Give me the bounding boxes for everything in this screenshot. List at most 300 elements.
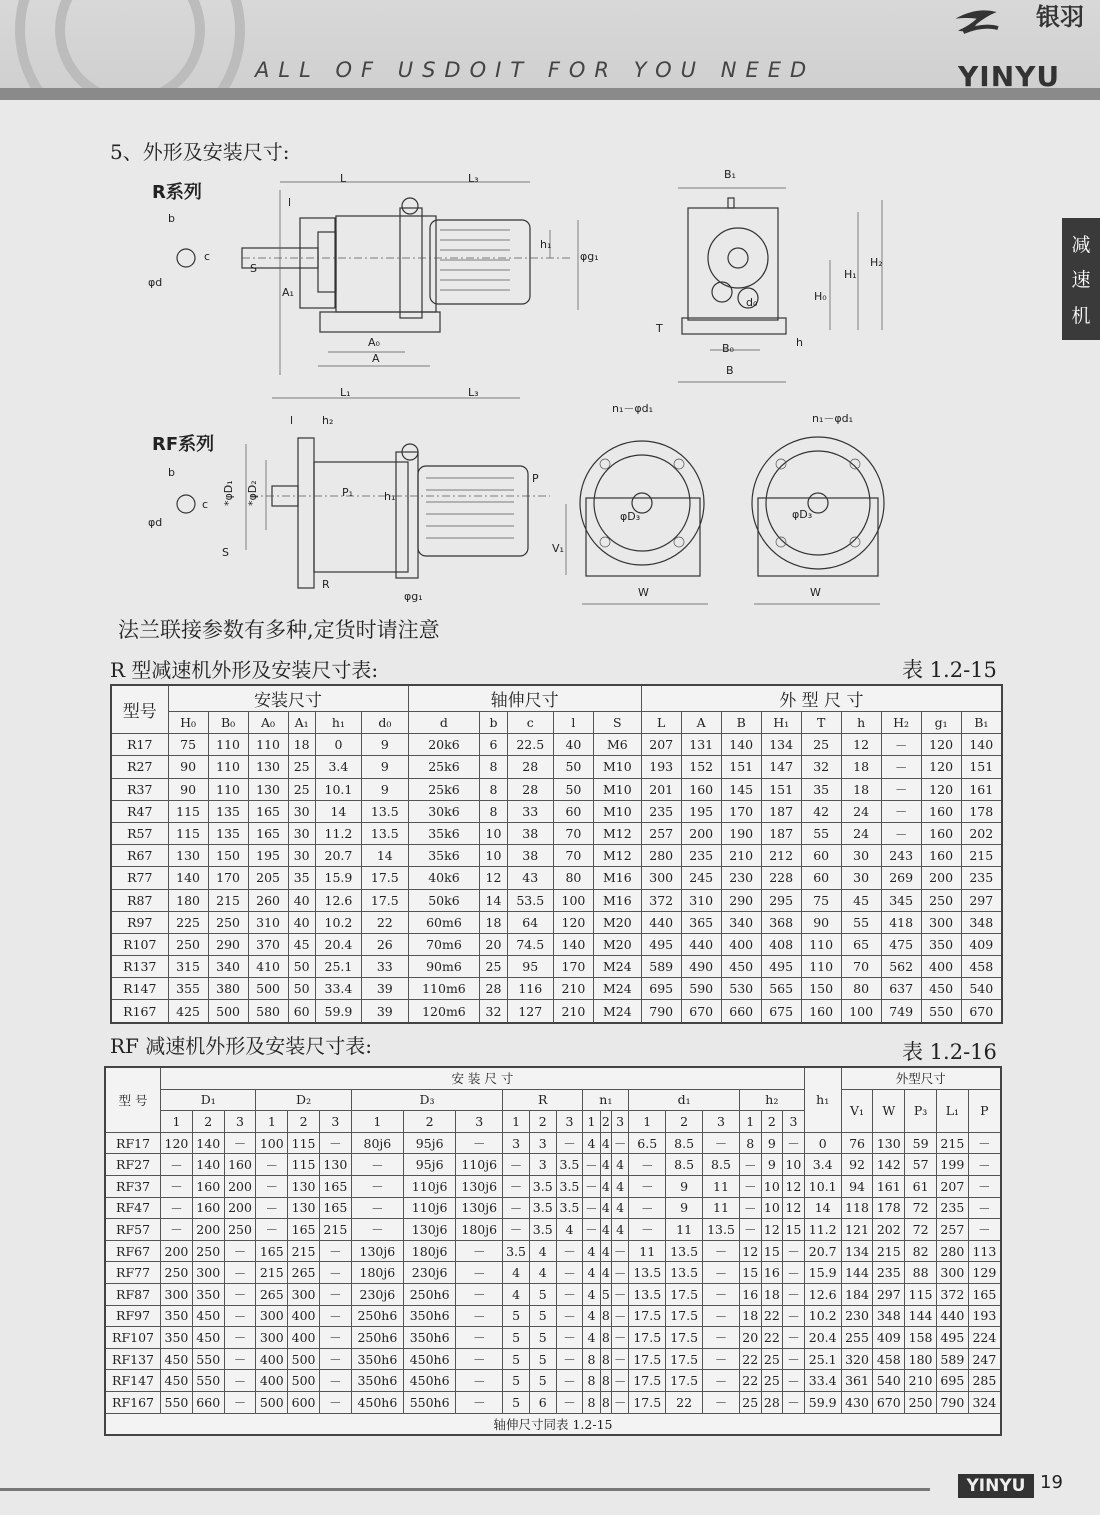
table-cell: 4 xyxy=(556,1219,583,1241)
table-cell: 350 xyxy=(161,1305,193,1327)
table-cell: 17.5 xyxy=(629,1391,666,1413)
dim-label: P₁ xyxy=(342,486,354,499)
r-side-labels xyxy=(148,172,599,365)
table-cell: 11 xyxy=(703,1175,740,1197)
table-cell: 3.5 xyxy=(529,1175,556,1197)
sub-num-header: 3 xyxy=(612,1111,629,1133)
table-cell: － xyxy=(224,1348,256,1370)
table-cell: 3.5 xyxy=(503,1240,530,1262)
table-cell: 15 xyxy=(761,1240,783,1262)
table-cell: 144 xyxy=(841,1262,873,1284)
table-cell: 10.2 xyxy=(315,911,361,933)
table-cell: － xyxy=(783,1370,805,1392)
table-cell: － xyxy=(612,1283,629,1305)
table-cell: 110j6 xyxy=(404,1175,456,1197)
table-cell: 38 xyxy=(507,845,553,867)
table-cell: － xyxy=(783,1348,805,1370)
table-cell: 430 xyxy=(841,1391,873,1413)
table-cell: － xyxy=(968,1154,1001,1176)
sub-num-header: 1 xyxy=(351,1111,403,1133)
table-cell: 310 xyxy=(248,911,288,933)
table-cell: 350 xyxy=(921,933,961,955)
table-cell: 0 xyxy=(804,1132,841,1154)
table-cell: 15.9 xyxy=(804,1262,841,1284)
table-cell: 160 xyxy=(921,822,961,844)
table-cell: 88 xyxy=(905,1262,937,1284)
table-cell: 170 xyxy=(721,800,761,822)
rf-side-labels xyxy=(148,386,539,603)
table-cell: － xyxy=(739,1197,761,1219)
table-cell: 8 xyxy=(583,1391,600,1413)
r-end-labels xyxy=(655,168,883,377)
table-cell: 25 xyxy=(761,1348,783,1370)
table-cell: 3.4 xyxy=(804,1154,841,1176)
table-cell: － xyxy=(224,1132,256,1154)
table-cell: 13.5 xyxy=(666,1262,703,1284)
table-cell: － xyxy=(583,1219,600,1241)
table-cell: 24 xyxy=(841,822,881,844)
table-cell: 180 xyxy=(905,1348,937,1370)
table-cell: － xyxy=(224,1283,256,1305)
dim-label: φD₃ xyxy=(792,508,813,521)
table-cell: 5 xyxy=(503,1305,530,1327)
model-cell: R137 xyxy=(111,956,168,978)
table-cell: － xyxy=(556,1240,583,1262)
dim-label: H₁ xyxy=(844,268,857,281)
table-cell: 160 xyxy=(801,1000,841,1023)
table-cell: 20.4 xyxy=(315,933,361,955)
table-cell: 8 xyxy=(600,1305,611,1327)
table-cell: 180j6 xyxy=(456,1219,503,1241)
table-cell: 12 xyxy=(480,867,507,889)
table-cell: 637 xyxy=(881,978,921,1000)
column-header: B₁ xyxy=(961,712,1002,734)
table-cell: － xyxy=(968,1175,1001,1197)
table-cell: 12.6 xyxy=(315,889,361,911)
table-row xyxy=(105,1219,1001,1241)
table-cell: 4 xyxy=(600,1132,611,1154)
table-cell: 25 xyxy=(761,1370,783,1392)
column-header: V₁ xyxy=(841,1089,873,1132)
table-cell: － xyxy=(583,1175,600,1197)
table-cell: 250 xyxy=(921,889,961,911)
table-row xyxy=(105,1370,1001,1392)
column-header: S xyxy=(593,712,641,734)
table-cell: 6 xyxy=(529,1391,556,1413)
column-header: b xyxy=(480,712,507,734)
r-series-label: R系列 xyxy=(152,182,202,203)
table-cell: M20 xyxy=(593,933,641,955)
table-cell: 20 xyxy=(739,1327,761,1349)
table-cell: 25 xyxy=(480,956,507,978)
table-cell: M20 xyxy=(593,911,641,933)
dim-label: P xyxy=(532,472,539,485)
table-cell: 200 xyxy=(161,1240,193,1262)
table-cell: 5 xyxy=(529,1305,556,1327)
table-cell: 13.5 xyxy=(629,1262,666,1284)
table-row xyxy=(105,1391,1001,1413)
table-cell: 5 xyxy=(503,1391,530,1413)
table-cell: － xyxy=(968,1132,1001,1154)
table-row xyxy=(111,978,1002,1000)
table-cell: 4 xyxy=(612,1197,629,1219)
table-cell: 61 xyxy=(905,1175,937,1197)
model-cell: R67 xyxy=(111,845,168,867)
table-cell: 5 xyxy=(529,1348,556,1370)
table-cell: 247 xyxy=(968,1348,1001,1370)
table-cell: － xyxy=(612,1348,629,1370)
table-cell: 215 xyxy=(936,1132,968,1154)
table-cell: － xyxy=(456,1283,503,1305)
dim-label: W xyxy=(638,586,649,599)
table-cell: － xyxy=(456,1327,503,1349)
table-cell: 12 xyxy=(783,1175,805,1197)
table-cell: 450 xyxy=(161,1370,193,1392)
column-header: L₁ xyxy=(936,1089,968,1132)
dim-label: V₁ xyxy=(552,542,564,555)
table-cell: 8 xyxy=(583,1370,600,1392)
table-cell: 257 xyxy=(936,1219,968,1241)
column-header: P₃ xyxy=(905,1089,937,1132)
table-cell: 140 xyxy=(721,734,761,756)
table-sub-headers xyxy=(105,1089,1001,1111)
table-row xyxy=(105,1283,1001,1305)
column-header: c xyxy=(507,712,553,734)
sub-group-header: R xyxy=(503,1089,583,1111)
table-body xyxy=(111,734,1002,1023)
table-cell: 200 xyxy=(224,1197,256,1219)
table-cell: 450 xyxy=(921,978,961,1000)
table-cell: 300 xyxy=(288,1283,320,1305)
table-cell: － xyxy=(783,1240,805,1262)
sub-num-header: 1 xyxy=(256,1111,288,1133)
table-cell: 5 xyxy=(503,1348,530,1370)
table-cell: M16 xyxy=(593,867,641,889)
table-cell: 4 xyxy=(600,1219,611,1241)
table-cell: 340 xyxy=(721,911,761,933)
table-cell: 165 xyxy=(248,800,288,822)
table-cell: 300 xyxy=(256,1305,288,1327)
table-cell: 17.5 xyxy=(666,1370,703,1392)
table-cell: 300 xyxy=(641,867,681,889)
table-cell: － xyxy=(319,1391,351,1413)
table-cell: 350h6 xyxy=(404,1305,456,1327)
table-cell: 495 xyxy=(936,1327,968,1349)
table-cell: 9 xyxy=(761,1154,783,1176)
table-cell: － xyxy=(351,1197,403,1219)
table-cell: 458 xyxy=(873,1348,905,1370)
table-cell: 22 xyxy=(362,911,408,933)
table-cell: 10 xyxy=(480,845,507,867)
dim-label: φd xyxy=(148,516,163,529)
side-category-tab[interactable] xyxy=(1062,218,1100,340)
table-cell: 144 xyxy=(905,1305,937,1327)
column-header: A xyxy=(681,712,721,734)
table-cell: － xyxy=(319,1132,351,1154)
table-cell: 50k6 xyxy=(408,889,480,911)
table-row xyxy=(111,867,1002,889)
table-cell: 355 xyxy=(168,978,208,1000)
table-cell: － xyxy=(881,800,921,822)
table-cell: － xyxy=(224,1305,256,1327)
table-cell: 550 xyxy=(192,1348,224,1370)
column-header: d xyxy=(408,712,480,734)
table-cell: 440 xyxy=(936,1305,968,1327)
dim-label: L₃ xyxy=(468,386,479,399)
table-cell: － xyxy=(612,1240,629,1262)
table-cell: 115 xyxy=(168,800,208,822)
table-cell: 350h6 xyxy=(351,1370,403,1392)
table-cell: 142 xyxy=(873,1154,905,1176)
table-cell: 4 xyxy=(503,1283,530,1305)
table-cell: 110 xyxy=(208,756,248,778)
table-cell: 5 xyxy=(600,1283,611,1305)
table-cell: － xyxy=(319,1305,351,1327)
table-cell: 20.7 xyxy=(804,1240,841,1262)
brand-name-cn: 银羽 xyxy=(1036,3,1084,31)
table-cell: 59 xyxy=(905,1132,937,1154)
sub-group-header: h₂ xyxy=(739,1089,804,1111)
table-cell: 9 xyxy=(666,1197,703,1219)
table-cell: 16 xyxy=(739,1283,761,1305)
table-cell: 4 xyxy=(583,1283,600,1305)
table-cell: 17.5 xyxy=(629,1370,666,1392)
table-cell: － xyxy=(503,1197,530,1219)
table-cell: 17.5 xyxy=(362,867,408,889)
gear-watermark xyxy=(0,0,300,100)
table-cell: 368 xyxy=(761,911,801,933)
model-cell: R47 xyxy=(111,800,168,822)
table-cell: 425 xyxy=(168,1000,208,1023)
table-cell: － xyxy=(456,1348,503,1370)
table-cell: 22 xyxy=(761,1305,783,1327)
table-cell: M6 xyxy=(593,734,641,756)
table-cell: 110j6 xyxy=(404,1197,456,1219)
sub-num-header: 3 xyxy=(224,1111,256,1133)
table-cell: 40 xyxy=(288,889,315,911)
table-cell: 500 xyxy=(288,1370,320,1392)
table-cell: 118 xyxy=(841,1197,873,1219)
table-cell: 13.5 xyxy=(703,1219,740,1241)
table-cell: － xyxy=(503,1219,530,1241)
table-cell: 348 xyxy=(961,911,1002,933)
table-cell: 82 xyxy=(905,1240,937,1262)
table-cell: 17.5 xyxy=(362,889,408,911)
table-cell: 161 xyxy=(961,778,1002,800)
table-cell: 14 xyxy=(315,800,361,822)
table-cell: 35k6 xyxy=(408,822,480,844)
table-cell: 193 xyxy=(641,756,681,778)
sub-num-header: 1 xyxy=(629,1111,666,1133)
table-cell: － xyxy=(556,1283,583,1305)
sub-num-header: 2 xyxy=(288,1111,320,1133)
sub-num-header: 3 xyxy=(783,1111,805,1133)
table-cell: 450 xyxy=(192,1327,224,1349)
table-cell: 11 xyxy=(629,1240,666,1262)
table-cell: 4 xyxy=(600,1197,611,1219)
table-cell: 151 xyxy=(761,778,801,800)
table-cell: 202 xyxy=(873,1219,905,1241)
table-cell: 64 xyxy=(507,911,553,933)
table-cell: 250h6 xyxy=(351,1305,403,1327)
table-cell: 562 xyxy=(881,956,921,978)
sub-group-header: d₁ xyxy=(629,1089,740,1111)
table-cell: － xyxy=(612,1132,629,1154)
table-cell: － xyxy=(351,1219,403,1241)
table-cell: 50 xyxy=(553,778,593,800)
table-cell: － xyxy=(319,1283,351,1305)
dim-label: S xyxy=(250,262,257,275)
table-cell: 199 xyxy=(936,1154,968,1176)
flange-note: 法兰联接参数有多种,定货时请注意 xyxy=(118,618,440,642)
table-cell: 60 xyxy=(801,845,841,867)
table-cell: M24 xyxy=(593,978,641,1000)
table-cell: 458 xyxy=(961,956,1002,978)
table-cell: 235 xyxy=(873,1262,905,1284)
table-cell: 130j6 xyxy=(404,1219,456,1241)
sub-num-header: 1 xyxy=(739,1111,761,1133)
table-cell: 245 xyxy=(681,867,721,889)
model-cell: R27 xyxy=(111,756,168,778)
dim-label: c xyxy=(202,498,209,511)
r-side-view xyxy=(242,182,578,375)
page-header xyxy=(0,0,1100,100)
model-cell: RF97 xyxy=(105,1305,161,1327)
table-cell: － xyxy=(556,1370,583,1392)
model-cell: R107 xyxy=(111,933,168,955)
table-cell: 8.5 xyxy=(666,1132,703,1154)
table-cell: 4 xyxy=(583,1132,600,1154)
column-header: h xyxy=(841,712,881,734)
table-body xyxy=(105,1132,1001,1413)
table-cell: 269 xyxy=(881,867,921,889)
table-cell: 790 xyxy=(936,1391,968,1413)
table-cell: 660 xyxy=(721,1000,761,1023)
dim-label: c xyxy=(204,250,211,263)
table-cell: 95 xyxy=(507,956,553,978)
table-cell: 90 xyxy=(801,911,841,933)
header-band xyxy=(0,88,1100,100)
table-cell: 350h6 xyxy=(351,1348,403,1370)
dim-label: S xyxy=(222,546,229,559)
table-cell: 550 xyxy=(192,1370,224,1392)
table-cell: 280 xyxy=(936,1240,968,1262)
table-cell: 22 xyxy=(739,1348,761,1370)
sub-num-header: 1 xyxy=(161,1111,193,1133)
table-cell: 600 xyxy=(288,1391,320,1413)
table-cell: 250 xyxy=(905,1391,937,1413)
table-row xyxy=(111,734,1002,756)
table-cell: － xyxy=(629,1219,666,1241)
r-end-view xyxy=(678,188,882,382)
table-cell: 670 xyxy=(681,1000,721,1023)
table-cell: 450 xyxy=(161,1348,193,1370)
table-cell: 135 xyxy=(208,800,248,822)
table-cell: 4 xyxy=(600,1154,611,1176)
column-header: g₁ xyxy=(921,712,961,734)
model-cell: RF107 xyxy=(105,1327,161,1349)
footer-line xyxy=(0,1488,930,1491)
table-cell: 500 xyxy=(248,978,288,1000)
table-cell: － xyxy=(556,1348,583,1370)
table-cell: － xyxy=(161,1197,193,1219)
table-cell: 12.6 xyxy=(804,1283,841,1305)
table-cell: 8 xyxy=(600,1348,611,1370)
table-cell: 4 xyxy=(600,1175,611,1197)
table-cell: 38 xyxy=(507,822,553,844)
table-cell: 15 xyxy=(783,1219,805,1241)
model-cell: R77 xyxy=(111,867,168,889)
table-cell: － xyxy=(783,1283,805,1305)
table-cell: 130 xyxy=(873,1132,905,1154)
table-cell: － xyxy=(703,1305,740,1327)
table-cell: 110 xyxy=(208,778,248,800)
table-cell: 8 xyxy=(600,1327,611,1349)
dim-label: *φD₁ xyxy=(222,480,235,506)
table-cell: 20.7 xyxy=(315,845,361,867)
table-header: 型号 xyxy=(111,685,168,734)
table-cell: 35k6 xyxy=(408,845,480,867)
table-cell: － xyxy=(161,1219,193,1241)
model-cell: RF87 xyxy=(105,1283,161,1305)
table-cell: － xyxy=(629,1175,666,1197)
table-cell: 9 xyxy=(362,734,408,756)
table-cell: 129 xyxy=(968,1262,1001,1284)
table-cell: 90 xyxy=(168,756,208,778)
table-cell: 17.5 xyxy=(629,1305,666,1327)
table-cell: 3 xyxy=(529,1154,556,1176)
table-cell: 372 xyxy=(641,889,681,911)
table-cell: 207 xyxy=(641,734,681,756)
table-cell: 212 xyxy=(761,845,801,867)
table-cell: 589 xyxy=(641,956,681,978)
column-header: H₂ xyxy=(881,712,921,734)
model-cell: R37 xyxy=(111,778,168,800)
table-cell: 12 xyxy=(783,1197,805,1219)
table-cell: 40k6 xyxy=(408,867,480,889)
table-cell: 50 xyxy=(288,956,315,978)
table-cell: 9 xyxy=(761,1132,783,1154)
table-cell: 45 xyxy=(841,889,881,911)
table-cell: － xyxy=(703,1391,740,1413)
table-column-headers xyxy=(111,712,1002,734)
table-cell: 30 xyxy=(288,800,315,822)
table-cell: － xyxy=(456,1132,503,1154)
table-cell: 80j6 xyxy=(351,1132,403,1154)
table-cell: 160 xyxy=(681,778,721,800)
table-cell: 120 xyxy=(161,1132,193,1154)
table-cell: 11.2 xyxy=(315,822,361,844)
table-cell: 115 xyxy=(288,1154,320,1176)
column-header: H₀ xyxy=(168,712,208,734)
table-cell: 110 xyxy=(208,734,248,756)
table-cell: 13.5 xyxy=(362,822,408,844)
table-15-title: R 型减速机外形及安装尺寸表: xyxy=(110,658,379,682)
dimension-drawings xyxy=(100,160,900,610)
table-cell: 565 xyxy=(761,978,801,1000)
table-cell: 14 xyxy=(480,889,507,911)
table-row xyxy=(111,933,1002,955)
table-cell: 3.5 xyxy=(556,1175,583,1197)
table-cell: 3.4 xyxy=(315,756,361,778)
table-cell: 120 xyxy=(921,756,961,778)
sub-num-header: 1 xyxy=(503,1111,530,1133)
sub-num-header: 3 xyxy=(556,1111,583,1133)
table-cell: 8.5 xyxy=(666,1154,703,1176)
table-cell: 165 xyxy=(319,1175,351,1197)
table-cell: 39 xyxy=(362,1000,408,1023)
table-cell: 170 xyxy=(553,956,593,978)
